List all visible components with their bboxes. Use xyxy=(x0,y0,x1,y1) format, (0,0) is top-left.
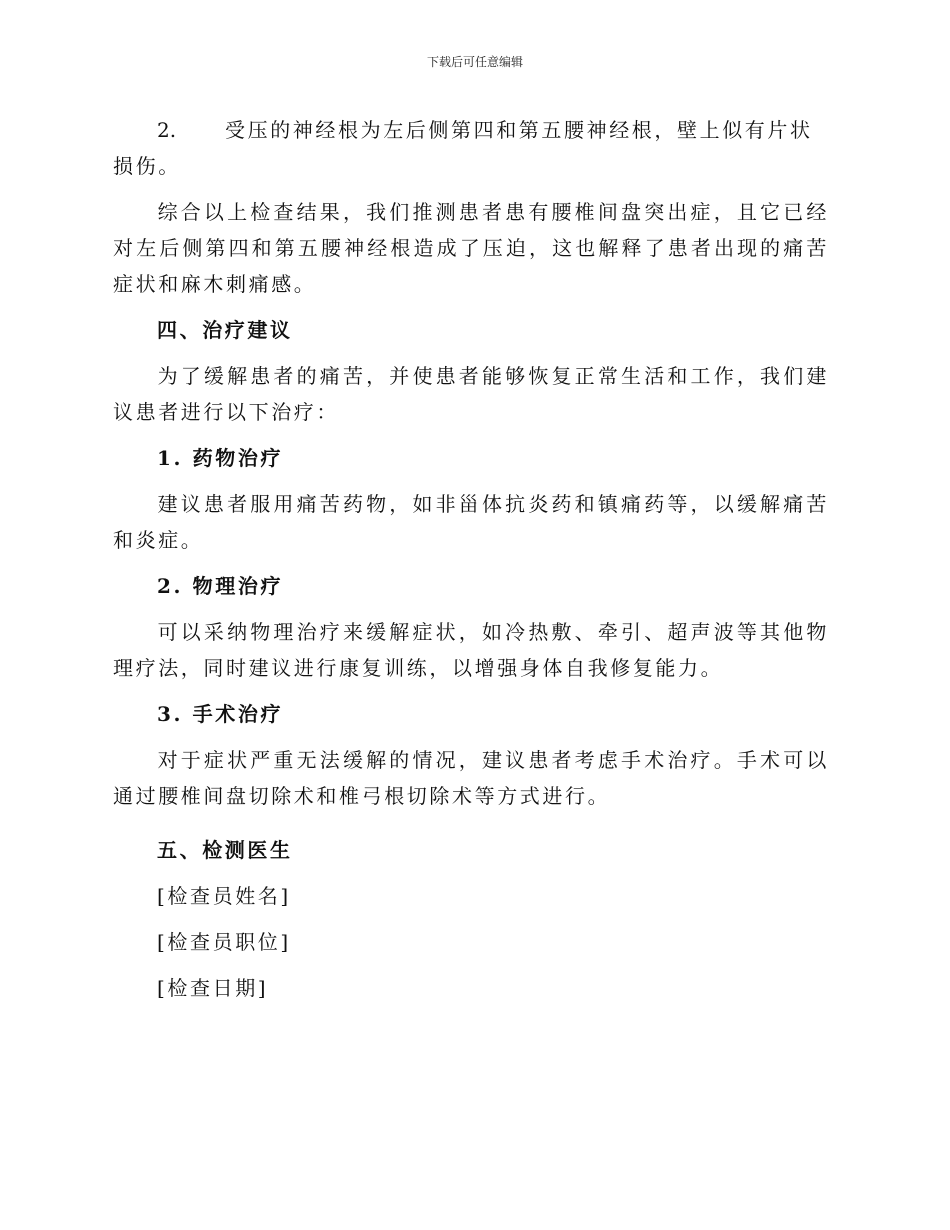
subheading-surgery: 3. 手术治疗 xyxy=(157,702,284,726)
medication-paragraph xyxy=(113,486,829,558)
finding-item-2 xyxy=(113,112,829,184)
inspection-date-field: [检查日期] xyxy=(157,976,269,1000)
document-body xyxy=(113,112,829,1006)
subheading-medication: 1. 药物治疗 xyxy=(157,446,284,470)
surgery-text: 对于症状严重无法缓解的情况，建议患者考虑手术治疗。手术可以通过腰椎间盘切除术和椎弓根切除术等方式进行。 xyxy=(113,748,829,808)
inspector-name-field: [检查员姓名] xyxy=(157,884,291,908)
physical-therapy-text: 可以采纳物理治疗来缓解症状，如冷热敷、牵引、超声波等其他物理疗法，同时建议进行康复训练，以增强身体自我修复能力。 xyxy=(113,620,829,680)
summary-paragraph xyxy=(113,194,829,302)
section-heading-doctor: 五、检测医生 xyxy=(157,838,293,862)
surgery-paragraph xyxy=(113,742,829,814)
page-header-note: 下载后可任意编辑 xyxy=(426,55,523,69)
summary-text: 综合以上检查结果，我们推测患者患有腰椎间盘突出症，且它已经对左后侧第四和第五腰神经根造成了压迫，这也解释了患者出现的痛苦症状和麻木刺痛感。 xyxy=(113,200,829,296)
inspector-position-field: [检查员职位] xyxy=(157,930,291,954)
finding-item-number: 2. xyxy=(157,118,177,142)
treatment-intro-paragraph xyxy=(113,358,829,430)
physical-therapy-paragraph xyxy=(113,614,829,686)
section-heading-treatment: 四、治疗建议 xyxy=(157,318,293,342)
treatment-intro-text: 为了缓解患者的痛苦，并使患者能够恢复正常生活和工作，我们建议患者进行以下治疗： xyxy=(113,364,829,424)
medication-text: 建议患者服用痛苦药物，如非甾体抗炎药和镇痛药等，以缓解痛苦和炎症。 xyxy=(113,492,829,552)
finding-item-text: 受压的神经根为左后侧第四和第五腰神经根，壁上似有片状损伤。 xyxy=(113,118,813,178)
subheading-physical-therapy: 2. 物理治疗 xyxy=(157,574,284,598)
